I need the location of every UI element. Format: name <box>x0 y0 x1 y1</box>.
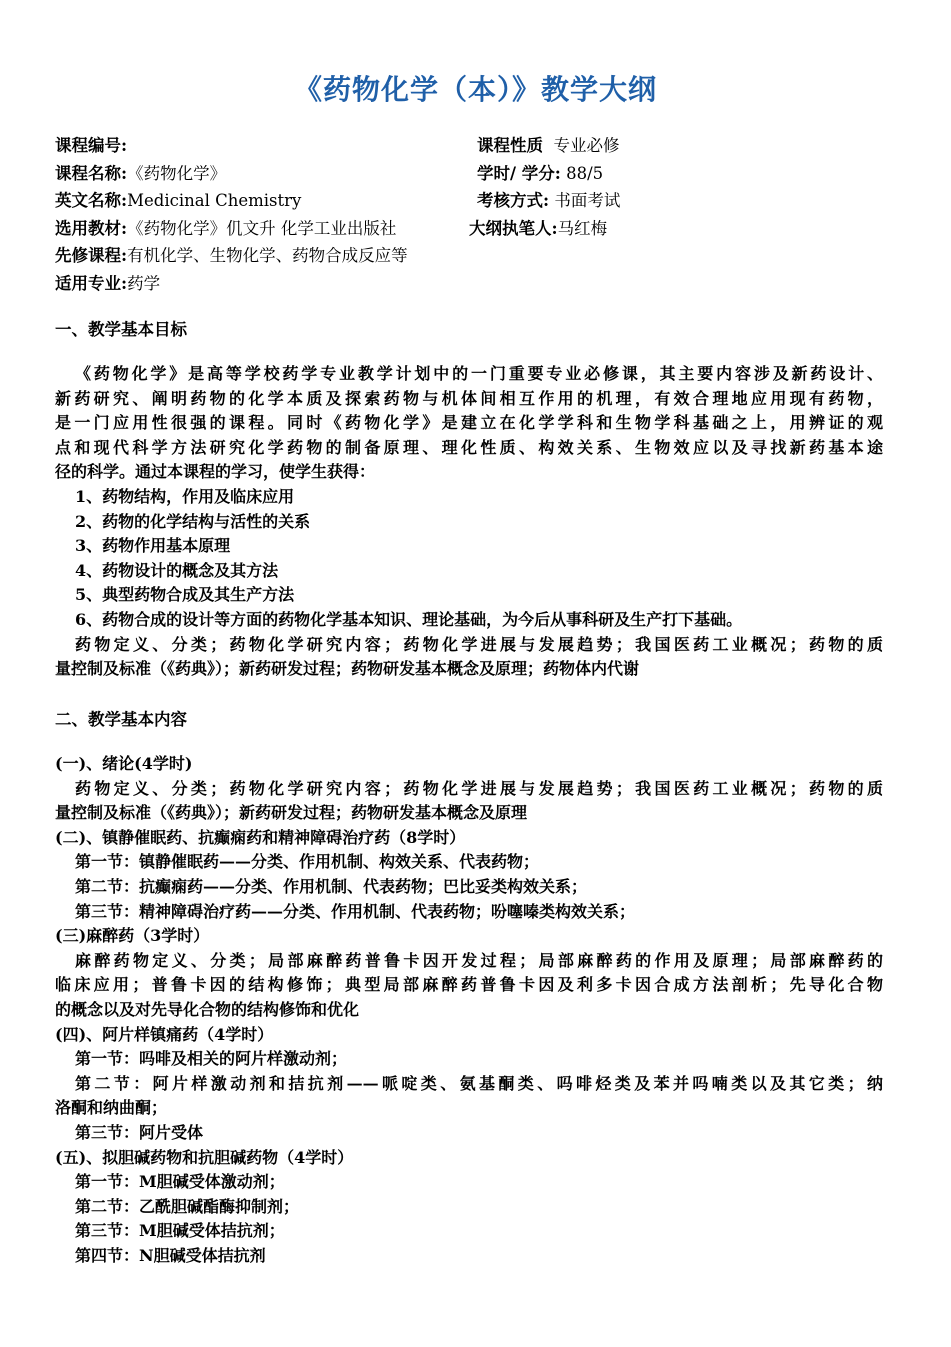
chapter-line: 第一节：M胆碱受体激动剂； <box>75 1172 285 1192</box>
major-value: 药学 <box>127 273 161 293</box>
chapter-line: 量控制及标准（《药典》）；新药研发过程；药物研发基本概念及原理 <box>55 803 528 823</box>
chapter-line: 洛酮和纳曲酮； <box>55 1098 168 1118</box>
course-nature-value: 专业必修 <box>553 136 620 155</box>
section1-body <box>55 362 883 682</box>
course-code <box>55 132 127 160</box>
course-code-label: 课程编号: <box>55 136 128 155</box>
paragraph-line: 《药物化学》是高等学校药学专业教学计划中的一门重要专业必修课，其主要内容涉及新药设计、 <box>75 364 883 383</box>
list-item: 1、药物结构，作用及临床应用 <box>75 486 295 506</box>
course-meta <box>55 132 905 297</box>
section2-heading: 二、教学基本内容 <box>55 710 187 729</box>
meta-row <box>55 160 905 188</box>
chapter-line: 临床应用；普鲁卡因的结构修饰；典型局部麻醉药普鲁卡因及利多卡因合成方法剖析；先导化合物 <box>55 975 883 995</box>
chapter-title: (五)、拟胆碱药物和抗胆碱药物（4学时） <box>55 1147 354 1167</box>
prereq-label: 先修课程: <box>55 246 128 265</box>
author-value: 马红梅 <box>557 218 608 238</box>
section1-heading: 一、教学基本目标 <box>55 320 187 339</box>
list-item: 3、药物作用基本原理 <box>75 536 231 556</box>
chapter-line: 第三节：M胆碱受体拮抗剂； <box>75 1221 285 1241</box>
syllabus-author <box>469 215 607 243</box>
chapter-line: 第二节：阿片样激动剂和拮抗剂——哌啶类、氨基酮类、吗啡烃类及苯并吗喃类以及其它类；纳 <box>75 1073 883 1093</box>
hours-credits <box>477 160 603 188</box>
chapter-line: 第四节：N胆碱受体拮抗剂 <box>75 1245 266 1265</box>
prereq-value: 有机化学、生物化学、药物合成反应等 <box>127 246 408 265</box>
meta-row <box>55 132 905 160</box>
major-label: 适用专业: <box>55 273 128 293</box>
paragraph-line: 新药研究、阐明药物的化学本质及探索药物与机体间相互作用的机理，有效合理地应用现有药物， <box>55 388 883 408</box>
chapter-title: (四)、阿片样镇痛药（4学时） <box>55 1024 274 1044</box>
english-name <box>55 187 301 215</box>
prerequisites <box>55 242 408 270</box>
chapter-line: 第一节：镇静催眠药——分类、作用机制、构效关系、代表药物； <box>75 852 540 872</box>
chapter-title: (一)、绪论(4学时) <box>55 754 193 773</box>
page-title: 《药物化学（本）》教学大纲 <box>293 73 657 106</box>
chapter-line: 第一节：吗啡及相关的阿片样激动剂； <box>75 1049 348 1069</box>
textbook-value: 《药物化学》仉文升 化学工业出版社 <box>127 218 397 238</box>
english-name-label: 英文名称: <box>55 191 128 210</box>
meta-row <box>55 187 905 215</box>
hours-value: 88/5 <box>566 163 604 183</box>
exam-method <box>477 187 620 215</box>
meta-row <box>55 242 905 270</box>
list-item: 4、药物设计的概念及其方法 <box>75 560 279 580</box>
course-nature-label: 课程性质 <box>477 136 543 155</box>
chapter-title: (二)、镇静催眠药、抗癫痫药和精神障碍治疗药（8学时） <box>55 827 466 847</box>
chapter-line: 麻醉药物定义、分类；局部麻醉药普鲁卡因开发过程；局部麻醉药的作用及原理；局部麻醉药的 <box>75 950 883 970</box>
textbook <box>55 215 396 243</box>
paragraph-line: 点和现代科学方法研究化学药物的制备原理、理化性质、构效关系、生物效应以及寻找新药基本途 <box>55 437 883 457</box>
exam-value: 书面考试 <box>554 191 621 210</box>
course-name-label: 课程名称: <box>55 163 128 183</box>
chapter-line: 第三节：精神障碍治疗药——分类、作用机制、代表药物；吩噻嗪类构效关系； <box>75 901 636 921</box>
chapter-line: 第二节：抗癫痫药——分类、作用机制、代表药物；巴比妥类构效关系； <box>75 876 588 896</box>
textbook-label: 选用教材: <box>55 218 128 238</box>
paragraph-line: 药物定义、分类；药物化学研究内容；药物化学进展与发展趋势；我国医药工业概况；药物的质 <box>75 634 883 654</box>
meta-row <box>55 215 905 243</box>
paragraph-line: 是一门应用性很强的课程。同时《药物化学》是建立在化学学科和生物学科基础之上，用辨证的观 <box>55 413 883 433</box>
exam-label: 考核方式: <box>477 191 550 210</box>
chapter-title: (三)麻醉药（3学时） <box>55 926 210 946</box>
course-nature <box>477 132 620 160</box>
list-item: 2、药物的化学结构与活性的关系 <box>75 511 311 531</box>
paragraph-line: 量控制及标准（《药典》）；新药研发过程；药物研发基本概念及原理；药物体内代谢 <box>55 659 640 679</box>
chapter-line: 的概念以及对先导化合物的结构修饰和优化 <box>55 999 360 1019</box>
english-name-value: Medicinal Chemistry <box>127 191 302 210</box>
chapter-line: 第三节：阿片受体 <box>75 1122 204 1142</box>
list-item: 6、药物合成的设计等方面的药物化学基本知识、理论基础，为今后从事科研及生产打下基础。 <box>75 609 743 629</box>
hours-label: 学时/ 学分: <box>477 163 561 183</box>
applicable-major <box>55 270 160 298</box>
section2-body <box>55 752 883 1268</box>
course-name <box>55 160 226 188</box>
course-name-value: 《药物化学》 <box>127 163 227 183</box>
chapter-line: 第二节：乙酰胆碱酯酶抑制剂； <box>75 1196 300 1216</box>
chapter-line: 药物定义、分类；药物化学研究内容；药物化学进展与发展趋势；我国医药工业概况；药物的质 <box>75 778 883 798</box>
author-label: 大纲执笔人: <box>469 218 558 238</box>
list-item: 5、典型药物合成及其生产方法 <box>75 585 295 605</box>
paragraph-line: 径的科学。通过本课程的学习，使学生获得： <box>55 462 376 482</box>
meta-row <box>55 270 905 298</box>
